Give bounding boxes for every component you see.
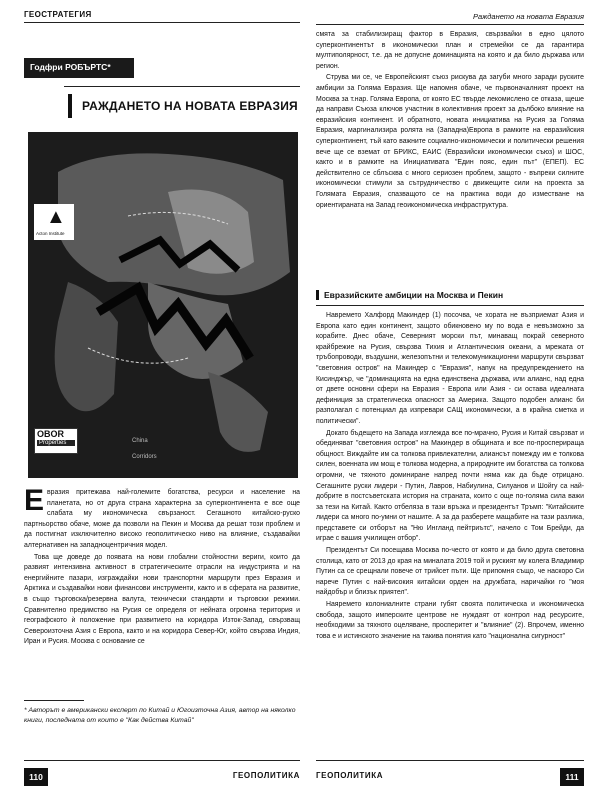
page-number: 111 xyxy=(560,768,584,786)
footnote-rule xyxy=(24,700,84,701)
body-paragraph: Президентът Си посещава Москва по-често от която и да било друга световна столица, като от 2013 до края на миналата 2019 той и руският му колега Владимир Путин са се срещнали повече от трийсет пъти. Ще припомня също, че наскоро Си нарече Путин с най-високия китайски орден на дружбата, наричайки го "моя найдобър и близък приятел". xyxy=(316,547,584,597)
map-legend-china: China xyxy=(132,438,148,444)
map-illustration xyxy=(28,132,298,478)
publisher-logo xyxy=(34,204,74,240)
footer-rule xyxy=(316,760,584,761)
obor-badge-title: OBOR xyxy=(37,429,64,439)
body-paragraph: смята за стабилизиращ фактор в Евразия, свързвайки в едно цялото суперконтинентът в икономически план и стремейки се да гарантира мултиполярност, т.е. да не допусне доминацията на която и да било държава или регион. xyxy=(316,31,584,70)
eurasia-map-image xyxy=(28,132,298,478)
lead-paragraph-text: вразия притежава най-големите богатства, ресурси и население на планетата, но от друга страна характерна за суперконтинента е все още слабата му икономическа свързаност. Сегашното китайско-руско партньорство обаче, може да позволи на Пекин и Москва да решат този проблем и да постигнат изключително високо геополитическо ниво на влияние, създавайки алтернативен на западноцентричния модел. xyxy=(24,489,300,549)
body-paragraph: Струва ми се, че Европейският съюз рискува да загуби много заради руските амбиции за Голяма Евразия. Ще напомня обаче, че първоначалният проект на Москва за т.нар. Голяма Европа, от която ЕС твърде лекомислено се отказа, щеше да направи Съюза ключов участник в колективния проект за дълбоко влияние на евразийския континент. И обратното, новата инициатива на Русия за Голяма Евразия, маргинализира ролята на (Западна)Европа в рамките на евразийския суперконтинент, тъй като важните социално-икономически и политически решения вече ще се вземат от БРИКС, ЕАИС (Евразийски икономически съюз) и ШОС, както и в рамките на Инициативата "Един пояс, един път" (ЕПЕП). ЕС действително се сблъсква с много сериозен проблем, защото - въпреки силните икономически стимули за сътрудничество с движещите сили на проекта за Голямата Евразия, спазващото се на практика води до изместване на ориентираната на Запад геоикономическа инфраструктура. xyxy=(316,74,584,209)
right-body-text-bottom xyxy=(316,311,584,643)
author-footnote: * Авторът е американски експерт по Китай и Югоизточна Азия, автор на няколко книги, последната от които е "Как действа Китай" xyxy=(24,707,296,724)
body-paragraph: Навремето Халфорд Макиндер (1) посочва, че хората не възприемат Азия и Европа като един континент, защото обикновено му по вода е невъзможно за корабите. Днес обаче, Северният морски път, минаващ покрай северното крайбрежие на Русия, свързва Тихия и Атлантическия океани, а мрежата от тръбопроводи, въздушни, железопътни и телекомуникационни маршрути свързват "световния остров" на Макиндер с "Евразия", напук на предупреждението на Кисинджър, че "доминацията на една единствена държава, или алианс, над една от двете основни сфери на Евразия - Европа или Азия - си остава идеалната дефиниция за стратегическа опасност за Америка. Защото подобен алианс би разполагал с потенциал да изпревари САЩ икономически, а в крайна сметка и политически". xyxy=(316,312,584,425)
footer-rule xyxy=(24,760,300,761)
title-rule xyxy=(64,86,300,87)
right-page xyxy=(316,0,584,800)
footer-label: ГЕОПОЛИТИКА xyxy=(316,771,384,780)
body-paragraph: Това ще доведе до появата на нови глобални стойностни вериги, които да развият интензивна активност в стратегическите отрасли на индустрията и на енергийните пазари, изграждайки нови транспортни маршрути през Евразия и Арктика и създавайки нови финансови инструменти, както и в сферата на развитие, в също търговска/резервна валута, технически стандарти и търговски режими. Сравнително предимство на Русия се определя от нейната огромна територия и географското ѝ положение при развитието на коридора Изток-Запад, свързващ Североизточна Азия с Европа, както и на коридора Север-Юг, който свързва Индия, Иран и Русия. Москва с основание се xyxy=(24,553,300,646)
section-rule xyxy=(316,305,584,306)
map-legend-corridors: Corridors xyxy=(132,454,157,460)
section-heading: Евразийските амбиции на Москва и Пекин xyxy=(316,290,584,300)
left-page xyxy=(24,0,300,800)
right-body-text-top xyxy=(316,30,584,212)
page-number: 110 xyxy=(24,768,48,786)
logo-text: Acton Institute xyxy=(36,231,65,236)
running-head: ГЕОСТРАТЕГИЯ xyxy=(24,10,92,19)
lead-paragraph xyxy=(24,484,300,552)
logo-mark-icon: ▲ xyxy=(46,206,66,228)
header-rule xyxy=(24,22,300,23)
running-head: Раждането на новата Евразия xyxy=(472,12,584,21)
obor-badge-subtitle: Properties xyxy=(37,440,75,446)
obor-badge xyxy=(34,428,78,454)
author-box: Годфри РОБЪРТС* xyxy=(24,58,134,78)
left-body-text xyxy=(24,484,300,649)
article-title: РАЖДАНЕТО НА НОВАТА ЕВРАЗИЯ xyxy=(68,94,300,118)
drop-cap: Е xyxy=(24,484,45,517)
body-paragraph: Докато бъдещето на Запада изглежда все по-мрачно, Русия и Китай свързват и обединяват "световния остров" на Макиндер в общината и все по-просперираща общност. Виждайте им са толкова привлекателни, алиансът помежду им е толкова силен, военната им мощ е толкова модерна, а природните им богатства са толкова огромни, че тяхното доминиране напред почти няма как да бъде отрицано. Сегашните руски лидери - Путин, Лавров, Набиулина, Силуанов и Шойгу са най-добрите в постсъветската история на страната, които с още по-голяма сила важи за тези на Китай. Както отбеляза в тази връзка и президентът Тръмп: "Китайските лидери са много по-умни от нашите. А за да разберете мащабите на тази разлика, представете си отборът на "Ню Ингланд пейтриътс", начело с Том Брейди, да играе с вашия училищен отбор". xyxy=(316,429,584,543)
footer-label: ГЕОПОЛИТИКА xyxy=(232,771,300,780)
body-paragraph: Наяремето колониалните страни губят своята политическа и икономическа свобода, защото имперските центрове не нуждаят от контрол над ресурсите, необходими за тяхното оцеляване, просперитет и "влияние" (2). Впрочем, именно това е и истинското значение на такива понятия като "национална сигурност" xyxy=(316,601,584,640)
header-rule xyxy=(316,24,584,25)
